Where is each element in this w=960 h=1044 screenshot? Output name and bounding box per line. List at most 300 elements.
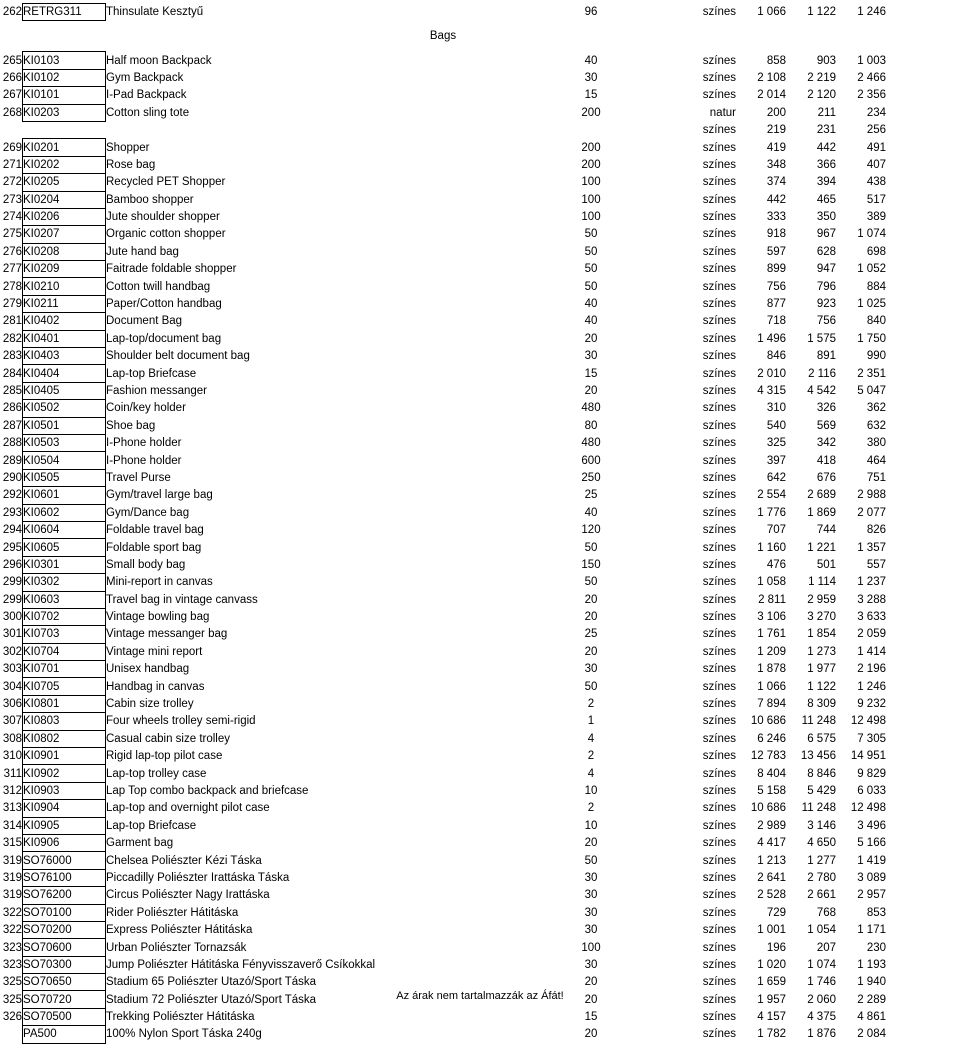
price-tier-3: 9 829: [857, 767, 886, 780]
price-tier-1: 348: [766, 158, 786, 171]
price-tier-2: 796: [816, 280, 836, 293]
price-tier-1: 597: [766, 245, 786, 258]
table-row: [0, 904, 886, 921]
price-tier-3: 407: [866, 158, 886, 171]
price-tier-3: 1 246: [857, 6, 886, 19]
page-number: 295: [2, 541, 22, 554]
price-tier-1: 3 106: [757, 611, 786, 624]
product-code: KI0905: [23, 817, 106, 834]
product-name: Half moon Backpack: [106, 54, 212, 67]
price-tier-1: 419: [766, 141, 786, 154]
product-name: I-Pad Backpack: [106, 89, 187, 102]
min-quantity: 15: [584, 1011, 598, 1024]
min-quantity: 30: [584, 906, 598, 919]
product-code: KI0204: [23, 191, 106, 208]
product-code: KI0210: [23, 278, 106, 295]
table-row: [0, 330, 886, 347]
price-tier-3: 491: [866, 141, 886, 154]
price-tier-3: 517: [866, 193, 886, 206]
product-code: KI0203: [23, 104, 106, 121]
page-number: 311: [3, 767, 22, 780]
product-code: SO70600: [23, 939, 106, 956]
price-tier-3: 1 171: [857, 924, 886, 937]
price-tier-3: 438: [866, 176, 886, 189]
page-number: 271: [2, 158, 22, 171]
table-row: [0, 87, 886, 104]
color-option: színes: [702, 698, 736, 711]
price-tier-1: 1 761: [757, 628, 786, 641]
section-header-row: [0, 21, 886, 52]
color-option: színes: [702, 263, 736, 276]
product-code: KI0605: [23, 539, 106, 556]
product-code: KI0205: [23, 174, 106, 191]
min-quantity: 50: [584, 245, 598, 258]
product-code: KI0503: [23, 434, 106, 451]
product-code: KI0207: [23, 226, 106, 243]
product-name: 100% Nylon Sport Táska 240g: [106, 1028, 262, 1041]
product-code: SO70200: [23, 921, 106, 938]
product-name: Rose bag: [106, 158, 156, 171]
table-row: [0, 139, 886, 156]
price-tier-1: 718: [766, 315, 786, 328]
product-name: Handbag in canvas: [106, 680, 205, 693]
table-row: [0, 869, 886, 886]
color-option: színes: [702, 489, 736, 502]
min-quantity: 20: [584, 1028, 598, 1041]
price-tier-2: 1 575: [807, 332, 836, 345]
page-number: 279: [2, 298, 22, 311]
min-quantity: 50: [584, 263, 598, 276]
price-tier-2: 5 429: [807, 784, 836, 797]
table-row: [0, 852, 886, 869]
min-quantity: 200: [581, 158, 601, 171]
min-quantity: 30: [584, 889, 598, 902]
price-tier-2: 207: [816, 941, 836, 954]
table-row: [0, 226, 886, 243]
price-tier-1: 10 686: [750, 802, 786, 815]
price-tier-1: 442: [766, 193, 786, 206]
price-tier-2: 1 221: [807, 541, 836, 554]
page-number: 307: [2, 715, 22, 728]
table-row: [0, 261, 886, 278]
color-option: színes: [702, 315, 736, 328]
price-tier-3: 1 052: [857, 263, 886, 276]
table-row: [0, 730, 886, 747]
price-tier-1: 196: [766, 941, 786, 954]
table-row: [0, 121, 886, 138]
min-quantity: 30: [584, 663, 598, 676]
min-quantity: 250: [581, 471, 601, 484]
price-tier-2: 628: [816, 245, 836, 258]
price-tier-3: 557: [866, 558, 886, 571]
color-option: színes: [702, 593, 736, 606]
price-tier-2: 4 650: [807, 837, 836, 850]
min-quantity: 20: [584, 645, 598, 658]
product-code: SO70500: [23, 1008, 106, 1025]
product-code: KI0702: [23, 608, 106, 625]
color-option: színes: [702, 750, 736, 763]
price-tier-2: 2 661: [807, 889, 836, 902]
product-name: Bamboo shopper: [106, 193, 194, 206]
price-tier-2: 1 074: [807, 958, 836, 971]
product-code: KI0101: [23, 87, 106, 104]
color-option: színes: [702, 680, 736, 693]
table-row: [0, 174, 886, 191]
page-number: 268: [2, 106, 22, 119]
product-name: Small body bag: [106, 558, 186, 571]
product-name: I-Phone holder: [106, 454, 182, 467]
color-option: színes: [702, 558, 736, 571]
price-tier-1: 1 782: [757, 1028, 786, 1041]
price-tier-3: 751: [866, 471, 886, 484]
page-number: 286: [2, 402, 22, 415]
price-tier-1: 10 686: [750, 715, 786, 728]
color-option: színes: [702, 1028, 736, 1041]
product-name: Circus Poliészter Nagy Irattáska: [106, 889, 270, 902]
price-tier-3: 464: [866, 454, 886, 467]
color-option: színes: [702, 576, 736, 589]
page-number: 310: [2, 750, 22, 763]
page-number: 306: [2, 698, 22, 711]
color-option: színes: [702, 924, 736, 937]
table-row: [0, 678, 886, 695]
color-option: színes: [702, 854, 736, 867]
price-tier-1: 918: [766, 228, 786, 241]
price-tier-2: 903: [816, 54, 836, 67]
table-row: [0, 817, 886, 834]
color-option: színes: [702, 819, 736, 832]
page-number: 319: [2, 871, 22, 884]
price-tier-2: 1 122: [807, 6, 836, 19]
product-code: KI0802: [23, 730, 106, 747]
min-quantity: 30: [584, 71, 598, 84]
price-tier-3: 2 077: [857, 506, 886, 519]
price-tier-2: 2 219: [807, 71, 836, 84]
min-quantity: 30: [584, 871, 598, 884]
price-tier-1: 2 014: [757, 89, 786, 102]
min-quantity: 15: [584, 367, 598, 380]
product-name: Jute shoulder shopper: [106, 211, 220, 224]
min-quantity: 15: [584, 89, 598, 102]
min-quantity: 2: [587, 698, 595, 711]
product-code: SO70300: [23, 956, 106, 973]
table-row: [0, 348, 886, 365]
page-number: 300: [2, 611, 22, 624]
product-code: SO76200: [23, 887, 106, 904]
product-name: Mini-report in canvas: [106, 576, 213, 589]
price-tier-1: 540: [766, 419, 786, 432]
price-tier-2: 923: [816, 298, 836, 311]
price-tier-2: 1 869: [807, 506, 836, 519]
product-name: Lap Top combo backpack and briefcase: [106, 784, 309, 797]
color-option: színes: [702, 784, 736, 797]
product-name: Rigid lap-top pilot case: [106, 750, 223, 763]
color-option: színes: [702, 611, 736, 624]
product-code: SO76000: [23, 852, 106, 869]
product-name: Shoulder belt document bag: [106, 350, 250, 363]
price-tier-3: 389: [866, 211, 886, 224]
product-code: KI0201: [23, 139, 106, 156]
price-tier-2: 2 780: [807, 871, 836, 884]
product-code: KI0405: [23, 382, 106, 399]
price-tier-1: 219: [766, 124, 786, 137]
price-tier-3: 990: [866, 350, 886, 363]
price-tier-2: 2 116: [808, 367, 836, 380]
page-number: 301: [2, 628, 22, 641]
product-code: KI0704: [23, 643, 106, 660]
page-number: 296: [2, 558, 22, 571]
page-number: 288: [2, 437, 22, 450]
page-number: 285: [2, 385, 22, 397]
min-quantity: 20: [584, 332, 598, 345]
price-tier-2: 1 277: [807, 854, 836, 867]
min-quantity: 100: [581, 211, 601, 224]
price-tier-1: 1 213: [757, 854, 786, 867]
color-option: színes: [702, 715, 736, 728]
color-option: színes: [702, 506, 736, 519]
color-option: színes: [702, 280, 736, 293]
price-tier-2: 8 846: [807, 767, 836, 780]
price-tier-3: 1 193: [857, 958, 886, 971]
price-tier-3: 1 074: [857, 228, 886, 241]
page-number: 322: [2, 906, 22, 919]
price-tier-1: 729: [766, 906, 786, 919]
price-tier-1: 1 496: [757, 332, 786, 345]
price-tier-1: 2 554: [757, 489, 786, 502]
price-tier-1: 8 404: [757, 767, 786, 780]
color-option: színes: [702, 211, 736, 224]
product-code: KI0604: [23, 521, 106, 538]
price-tier-1: 4 417: [757, 837, 786, 850]
price-tier-2: 8 309: [807, 698, 836, 711]
table-row: [0, 295, 886, 312]
product-name: Paper/Cotton handbag: [106, 298, 222, 311]
product-name: Gym/travel large bag: [106, 489, 213, 502]
min-quantity: 40: [584, 506, 598, 519]
product-name: Rider Poliészter Hátitáska: [106, 906, 239, 919]
table-row: [0, 956, 886, 973]
table-row: [0, 800, 886, 817]
price-tier-3: 853: [866, 906, 886, 919]
product-name: Lap-top trolley case: [106, 767, 207, 780]
table-row: [0, 69, 886, 86]
page-number: 265: [2, 54, 22, 67]
price-tier-1: 1 058: [757, 576, 786, 589]
product-name: Stadium 65 Poliészter Utazó/Sport Táska: [106, 976, 317, 989]
min-quantity: 80: [584, 419, 598, 432]
price-tier-2: 350: [816, 211, 836, 224]
table-row: [0, 243, 886, 260]
page-number: 323: [2, 941, 22, 954]
color-option: színes: [702, 454, 736, 467]
product-code: KI0208: [23, 243, 106, 260]
price-tier-3: 2 059: [857, 628, 886, 641]
product-code: RETRG311: [23, 4, 106, 21]
page-number: 302: [2, 645, 22, 658]
product-code: SO70100: [23, 904, 106, 921]
product-code: KI0502: [23, 400, 106, 417]
price-tier-2: 1 746: [807, 976, 836, 989]
color-option: színes: [702, 471, 736, 484]
product-code: KI0801: [23, 695, 106, 712]
price-tier-1: 846: [766, 350, 786, 363]
page-number: 287: [2, 419, 22, 432]
price-tier-3: 826: [866, 524, 886, 537]
page-number: 289: [2, 454, 22, 467]
color-option: színes: [702, 767, 736, 780]
color-option: színes: [702, 889, 736, 902]
price-tier-3: 14 951: [850, 750, 886, 763]
color-option: színes: [702, 645, 736, 658]
table-row: [0, 887, 886, 904]
price-tier-2: 442: [816, 141, 836, 154]
color-option: színes: [702, 71, 736, 84]
min-quantity: 100: [581, 193, 601, 206]
price-tier-2: 891: [816, 350, 836, 363]
product-code: KI0803: [23, 713, 106, 730]
min-quantity: 20: [584, 837, 598, 850]
price-tier-1: 899: [766, 263, 786, 276]
table-row: [0, 834, 886, 851]
price-tier-1: 1 776: [757, 506, 786, 519]
price-tier-1: 1 659: [757, 976, 786, 989]
min-quantity: 4: [587, 767, 595, 780]
page-number: 319: [2, 889, 22, 902]
table-row: [0, 608, 886, 625]
price-tier-3: 1 940: [857, 976, 886, 989]
product-name: Gym/Dance bag: [106, 506, 190, 519]
color-option: színes: [702, 437, 736, 450]
price-tier-1: 1 001: [757, 924, 786, 937]
min-quantity: 40: [584, 54, 598, 67]
table-row: [0, 626, 886, 643]
price-tier-3: 2 988: [857, 489, 886, 502]
price-tier-2: 6 575: [807, 732, 836, 745]
product-code: KI0301: [23, 556, 106, 573]
table-row: [0, 52, 886, 69]
min-quantity: [566, 121, 616, 138]
product-code: KI0505: [23, 469, 106, 486]
min-quantity: 20: [584, 385, 598, 397]
product-code: KI0601: [23, 487, 106, 504]
min-quantity: 600: [581, 454, 601, 467]
product-code: KI0402: [23, 313, 106, 330]
table-row: [0, 661, 886, 678]
page-number: 284: [2, 367, 22, 380]
page-number: 266: [2, 71, 22, 84]
min-quantity: 120: [581, 524, 601, 537]
product-code: KI0401: [23, 330, 106, 347]
product-name: Lap-top Briefcase: [106, 819, 197, 832]
price-tier-1: 397: [766, 454, 786, 467]
price-tier-2: 11 248: [801, 802, 836, 815]
price-tier-1: 200: [766, 106, 786, 119]
price-tier-2: 1 273: [807, 645, 836, 658]
color-option: színes: [702, 802, 736, 815]
price-tier-2: 326: [816, 402, 836, 415]
price-tier-3: 5 047: [857, 385, 886, 397]
color-option: színes: [702, 732, 736, 745]
price-tier-1: 476: [766, 558, 786, 571]
color-option: színes: [702, 958, 736, 971]
price-tier-1: 756: [766, 280, 786, 293]
color-option: színes: [702, 906, 736, 919]
price-tier-2: 756: [816, 315, 836, 328]
price-tier-1: 2 811: [758, 593, 786, 606]
color-option: színes: [702, 419, 736, 432]
page-number: 319: [2, 854, 22, 867]
product-code: KI0906: [23, 834, 106, 851]
min-quantity: 50: [584, 680, 598, 693]
min-quantity: 30: [584, 924, 598, 937]
min-quantity: 50: [584, 228, 598, 241]
table-row: [0, 382, 886, 399]
min-quantity: 50: [584, 854, 598, 867]
price-tier-1: 1 160: [757, 541, 786, 554]
table-row: [0, 765, 886, 782]
page-number: 274: [2, 211, 22, 224]
page-number: 276: [2, 245, 22, 258]
product-name: Jute hand bag: [106, 245, 179, 258]
product-name: Unisex handbag: [106, 663, 190, 676]
section-title-text: Bags: [429, 30, 457, 43]
product-code: SO70650: [23, 974, 106, 991]
page-number: 299: [2, 593, 22, 606]
product-code: KI0705: [23, 678, 106, 695]
page-number: 314: [2, 819, 22, 832]
product-code: KI0602: [23, 504, 106, 521]
color-option: színes: [702, 1011, 736, 1024]
product-name: Lap-top/document bag: [106, 332, 222, 345]
price-tier-1: 642: [766, 471, 786, 484]
product-code: KI0504: [23, 452, 106, 469]
product-code: KI0703: [23, 626, 106, 643]
page-number: 299: [2, 576, 22, 589]
price-tier-1: 1 020: [757, 958, 786, 971]
table-row: [0, 713, 886, 730]
product-code: KI0501: [23, 417, 106, 434]
product-code: KI0103: [23, 52, 106, 69]
product-code: KI0211: [23, 295, 106, 312]
product-name: Lap-top Briefcase: [106, 367, 197, 380]
price-tier-2: 569: [816, 419, 836, 432]
color-option: színes: [702, 124, 736, 137]
color-option: színes: [702, 541, 736, 554]
price-tier-3: 12 498: [850, 802, 886, 815]
min-quantity: 20: [584, 593, 598, 606]
page-number: 273: [2, 193, 22, 206]
min-quantity: 20: [584, 993, 598, 1006]
price-tier-2: 967: [816, 228, 836, 241]
price-tier-3: 362: [866, 402, 886, 415]
page-number: 262: [2, 6, 22, 19]
product-name: [106, 121, 567, 138]
table-row: [0, 591, 886, 608]
min-quantity: 100: [581, 941, 601, 954]
price-tier-3: 3 496: [857, 819, 886, 832]
product-name: Foldable sport bag: [106, 541, 202, 554]
price-table-body: [0, 4, 886, 1044]
color-option: színes: [702, 141, 736, 154]
price-tier-2: 465: [816, 193, 836, 206]
color-option: natur: [709, 106, 736, 119]
price-tier-2: 3 146: [807, 819, 836, 832]
table-row: [0, 782, 886, 799]
table-row: [0, 104, 886, 121]
table-row: [0, 748, 886, 765]
table-row: [0, 574, 886, 591]
price-tier-2: 1 876: [807, 1028, 836, 1041]
